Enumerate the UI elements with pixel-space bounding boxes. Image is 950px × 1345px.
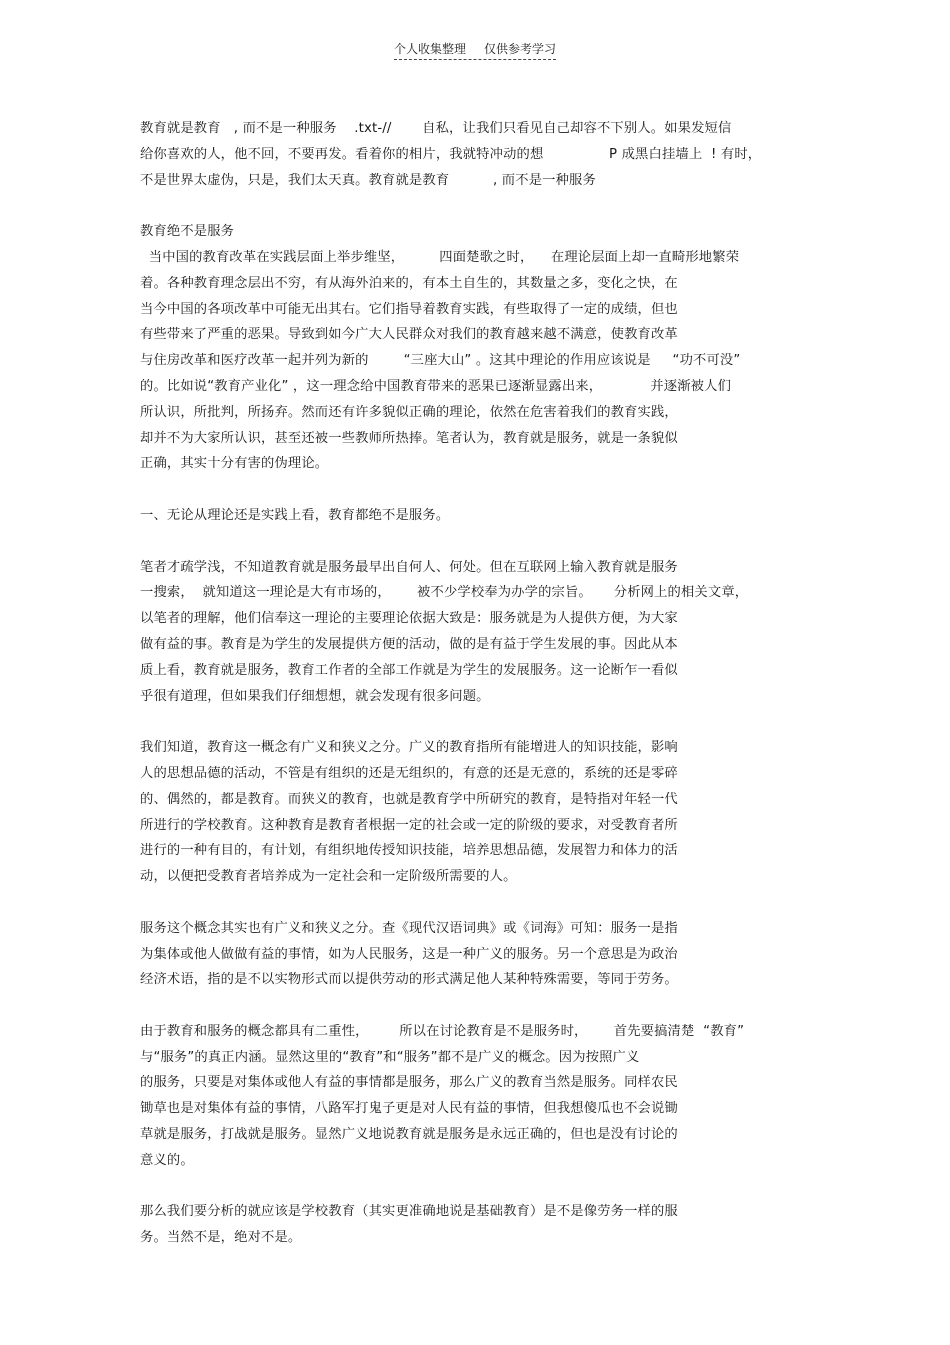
- paragraph-gap: [140, 993, 820, 1019]
- text-line: 与“服务”的真正内涵。显然这里的“教育”和“服务”都不是广义的概念。因为按照广义: [140, 1049, 640, 1065]
- text-line: 一搜索， 就知道这一理论是大有市场的， 被不少学校奉为办学的宗旨。 分析网上的相关文章，: [140, 585, 749, 601]
- paragraph: [140, 1019, 820, 1174]
- text-line: 进行的一种有目的，有计划，有组织地传授知识技能，培养思想品德，发展智力和体力的活: [140, 843, 678, 859]
- text-line: 那么我们要分析的就应该是学校教育（其实更准确地说是基础教育）是不是像劳务一样的服: [140, 1204, 678, 1220]
- text-line: 人的思想品德的活动，不管是有组织的还是无组织的，有意的还是无意的，系统的还是零碎: [140, 765, 678, 781]
- text-line: 当今中国的各项改革中可能无出其右。它们指导着教育实践，有些取得了一定的成绩，但也: [140, 301, 678, 317]
- text-line: 教育绝不是服务: [140, 224, 235, 240]
- text-line: 正确，其实十分有害的伪理论。: [140, 456, 329, 472]
- paragraph-gap: [140, 477, 820, 503]
- paragraph: [140, 219, 820, 477]
- text-line: 动，以便把受教育者培养成为一定社会和一定阶级所需要的人。: [140, 869, 517, 885]
- text-line: 的服务，只要是对集体或他人有益的事情都是服务，那么广义的教育当然是服务。同样农民: [140, 1075, 678, 1091]
- text-line: 有些带来了严重的恶果。导致到如今广大人民群众对我们的教育越来越不满意，使教育改革: [140, 327, 678, 343]
- paragraph-gap: [140, 890, 820, 916]
- text-line: 的。比如说“教育产业化” ，这一理念给中国教育带来的恶果已逐渐显露出来， 并逐渐被人们: [140, 378, 732, 394]
- paragraph: [140, 916, 820, 993]
- paragraph: [140, 555, 820, 710]
- text-line: 不是世界太虚伪，只是，我们太天真。教育就是教育 , 而不是一种服务: [140, 172, 596, 188]
- text-line: 为集体或他人做做有益的事情，如为人民服务，这是一种广义的服务。另一个意思是为政治: [140, 946, 678, 962]
- text-line: 以笔者的理解，他们信奉这一理论的主要理论依据大致是：服务就是为人提供方便，为大家: [140, 611, 678, 627]
- header-left: 个人收集整理: [393, 42, 466, 56]
- paragraph-gap: [140, 529, 820, 555]
- paragraph: [140, 735, 820, 890]
- text-line: 与住房改革和医疗改革一起并列为新的 “三座大山” 。这其中理论的作用应该说是 “功不可没”: [140, 353, 741, 369]
- text-line: 教育就是教育 , 而不是一种服务 .txt-// 自私，让我们只看见自己却容不下别人。如果发短信: [140, 121, 732, 136]
- text-line: 却并不为大家所认识，甚至还被一些教师所热捧。笔者认为，教育就是服务，就是一条貌似: [140, 430, 678, 446]
- text-line: 笔者才疏学浅，不知道教育就是服务最早出自何人、何处。但在互联网上输入教育就是服务: [140, 559, 678, 575]
- text-line: 一、无论从理论还是实践上看，教育都绝不是服务。: [140, 507, 450, 523]
- text-line: 草就是服务，打战就是服务。显然广义地说教育就是服务是永远正确的，但也是没有讨论的: [140, 1127, 678, 1143]
- text-line: 做有益的事。教育是为学生的发展提供方便的活动，做的是有益于学生发展的事。因此从本: [140, 636, 678, 652]
- paragraph: [140, 1199, 820, 1251]
- text-line: 所进行的学校教育。这种教育是教育者根据一定的社会或一定的阶级的要求，对受教育者所: [140, 817, 678, 833]
- text-line: 给你喜欢的人，他不回，不要再发。看着你的相片，我就特冲动的想 P 成黑白挂墙上 ! 有时，: [140, 146, 762, 162]
- text-line: 的、偶然的，都是教育。而狭义的教育，也就是教育学中所研究的教育，是特指对年轻一代: [140, 791, 678, 807]
- text-line: 所认识，所批判，所扬弃。然而还有许多貌似正确的理论，依然在危害着我们的教育实践，: [140, 404, 678, 420]
- paragraph: [140, 503, 820, 529]
- text-line: 意义的。: [140, 1152, 194, 1168]
- text-line: 服务这个概念其实也有广义和狭义之分。查《现代汉语词典》或《词海》可知：服务一是指: [140, 920, 678, 936]
- paragraph: [140, 116, 820, 193]
- paragraph-gap: [140, 709, 820, 735]
- text-line: 经济术语，指的是不以实物形式而以提供劳动的形式满足他人某种特殊需要，等同于劳务。: [140, 972, 678, 988]
- text-line: 乎很有道理，但如果我们仔细想想，就会发现有很多问题。: [140, 688, 490, 704]
- paragraph-gap: [140, 1174, 820, 1200]
- text-line: 质上看，教育就是服务，教育工作者的全部工作就是为学生的发展服务。这一论断乍一看似: [140, 662, 678, 678]
- page-header: [0, 40, 950, 60]
- document-body: [140, 116, 820, 1251]
- text-line: 当中国的教育改革在实践层面上举步维坚， 四面楚歌之时， 在理论层面上却一直畸形地繁荣: [140, 249, 740, 265]
- text-line: 务。当然不是，绝对不是。: [140, 1230, 302, 1246]
- header-text: [394, 40, 556, 60]
- text-line: 由于教育和服务的概念都具有二重性， 所以在讨论教育是不是服务时， 首先要搞清楚 “教育”: [140, 1023, 745, 1039]
- header-right: 仅供参考学习: [484, 42, 557, 56]
- text-line: 锄草也是对集体有益的事情，八路军打鬼子更是对人民有益的事情，但我想傻瓜也不会说锄: [140, 1101, 678, 1117]
- paragraph-gap: [140, 193, 820, 219]
- text-line: 我们知道，教育这一概念有广义和狭义之分。广义的教育指所有能增进人的知识技能，影响: [140, 740, 678, 756]
- text-line: 着。各种教育理念层出不穷，有从海外泊来的，有本土自生的，其数量之多，变化之快，在: [140, 275, 678, 291]
